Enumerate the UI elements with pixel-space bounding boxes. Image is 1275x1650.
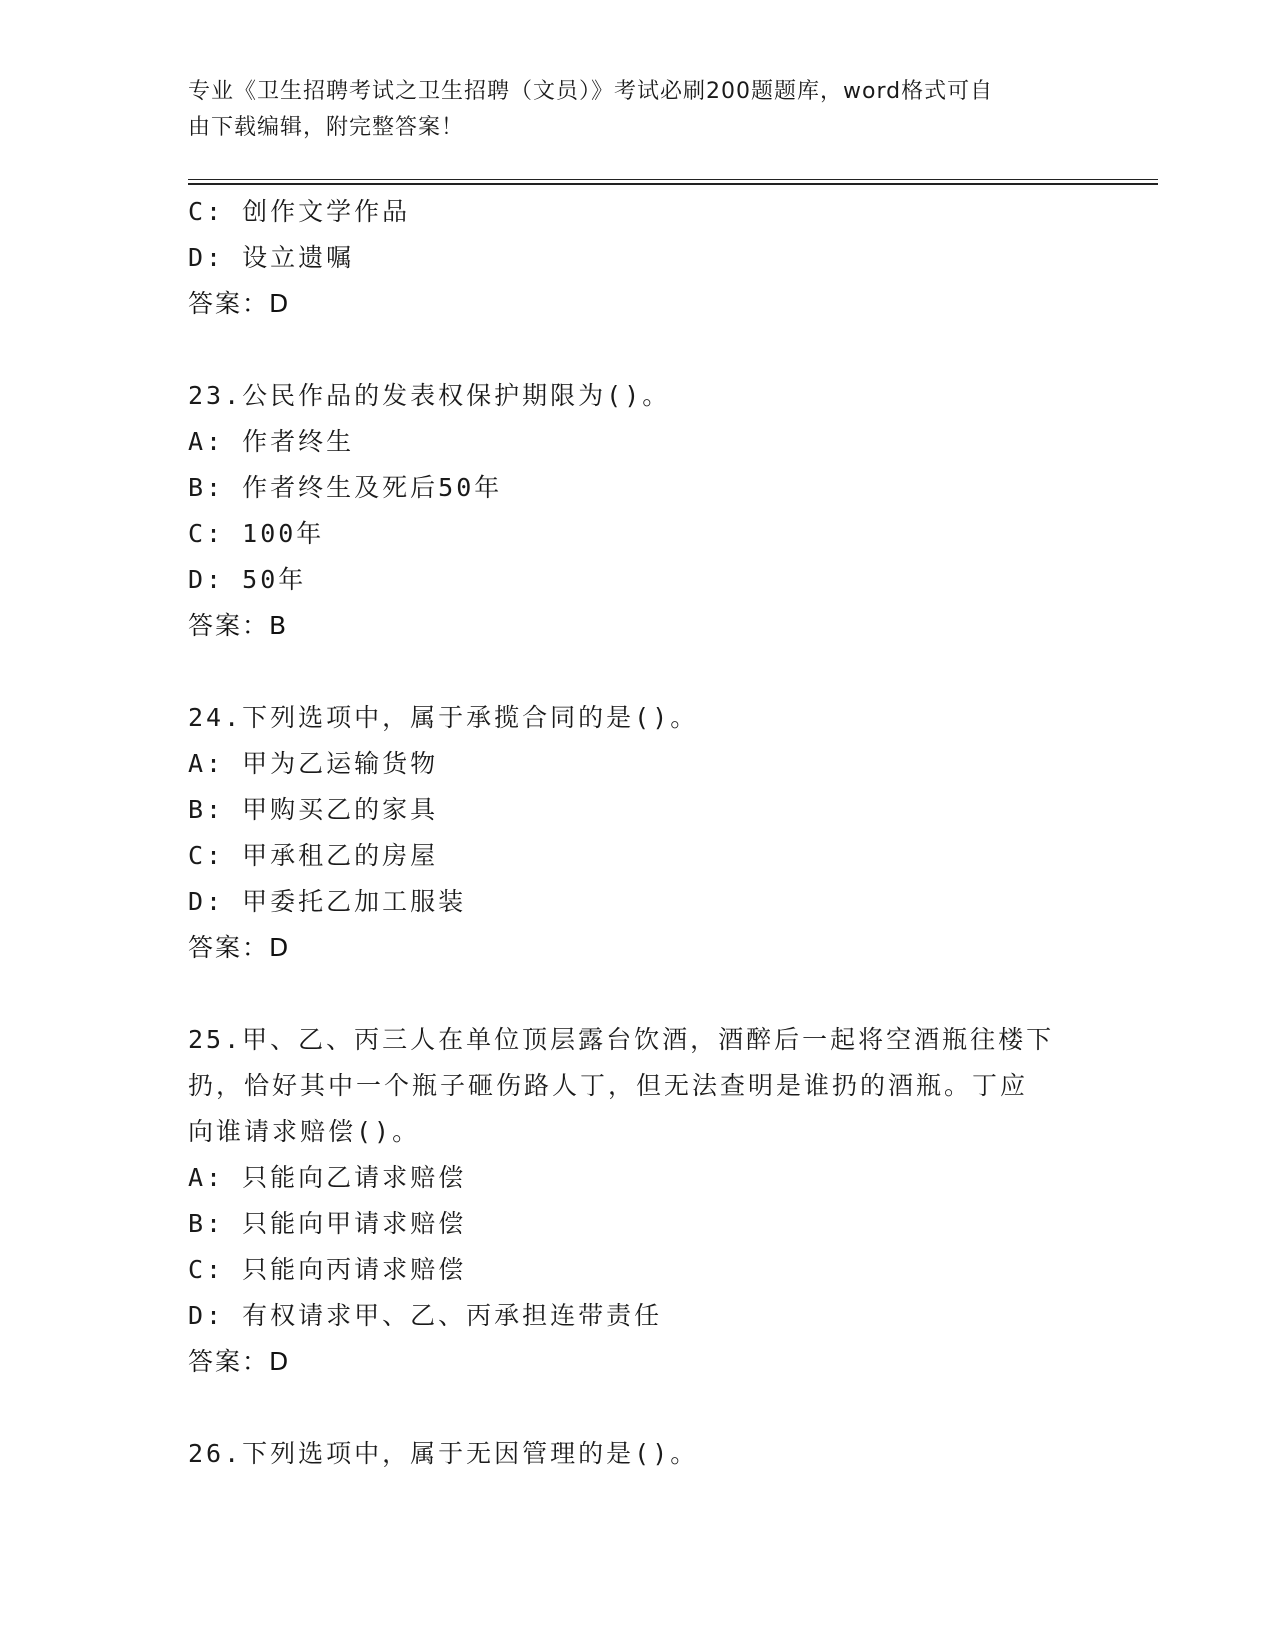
question-list [188,189,1088,1477]
option-c: C: 创作文学作品 [188,197,411,226]
option-b: B: 只能向甲请求赔偿 [188,1209,467,1238]
question-stem: 扔，恰好其中一个瓶子砸伤路人丁，但无法查明是谁扔的酒瓶。丁应 [188,1071,1029,1100]
option-d: D: 有权请求甲、乙、丙承担连带责任 [188,1301,663,1330]
question-24 [188,695,1088,971]
option-b: B: 甲购买乙的家具 [188,795,439,824]
option-d: D: 甲委托乙加工服装 [188,887,467,916]
answer-line: 答案：B [188,611,289,640]
answer-line: 答案：D [188,1347,291,1376]
option-a: A: 只能向乙请求赔偿 [188,1163,467,1192]
question-stem: 23.公民作品的发表权保护期限为()。 [188,381,671,410]
option-b: B: 作者终生及死后50年 [188,473,503,502]
option-c: C: 只能向丙请求赔偿 [188,1255,467,1284]
question-stem: 26.下列选项中，属于无因管理的是()。 [188,1439,699,1468]
question-23 [188,373,1088,649]
question-stem: 25.甲、乙、丙三人在单位顶层露台饮酒，酒醉后一起将空酒瓶往楼下 [188,1025,1055,1054]
question-25 [188,1017,1088,1385]
header-line-2: 由下载编辑，附完整答案！ [188,115,465,140]
header-divider-thick [188,183,1158,185]
spacer [188,327,1088,373]
option-a: A: 甲为乙运输货物 [188,749,439,778]
question-stem: 向谁请求赔偿()。 [188,1117,421,1146]
question-26 [188,1431,1088,1477]
answer-line: 答案：D [188,289,291,318]
spacer [188,971,1088,1017]
document-header [188,74,1068,146]
spacer [188,1385,1088,1431]
answer-line: 答案：D [188,933,291,962]
question-stem: 24.下列选项中，属于承揽合同的是()。 [188,703,699,732]
option-d: D: 50年 [188,565,307,594]
option-a: A: 作者终生 [188,427,355,456]
spacer [188,649,1088,695]
header-divider-thin [188,179,1158,180]
header-line-1: 专业《卫生招聘考试之卫生招聘（文员）》考试必刷200题题库，word格式可自 [188,79,994,104]
option-d: D: 设立遗嘱 [188,243,355,272]
option-c: C: 100年 [188,519,325,548]
option-c: C: 甲承租乙的房屋 [188,841,439,870]
question-22-tail [188,189,1088,327]
